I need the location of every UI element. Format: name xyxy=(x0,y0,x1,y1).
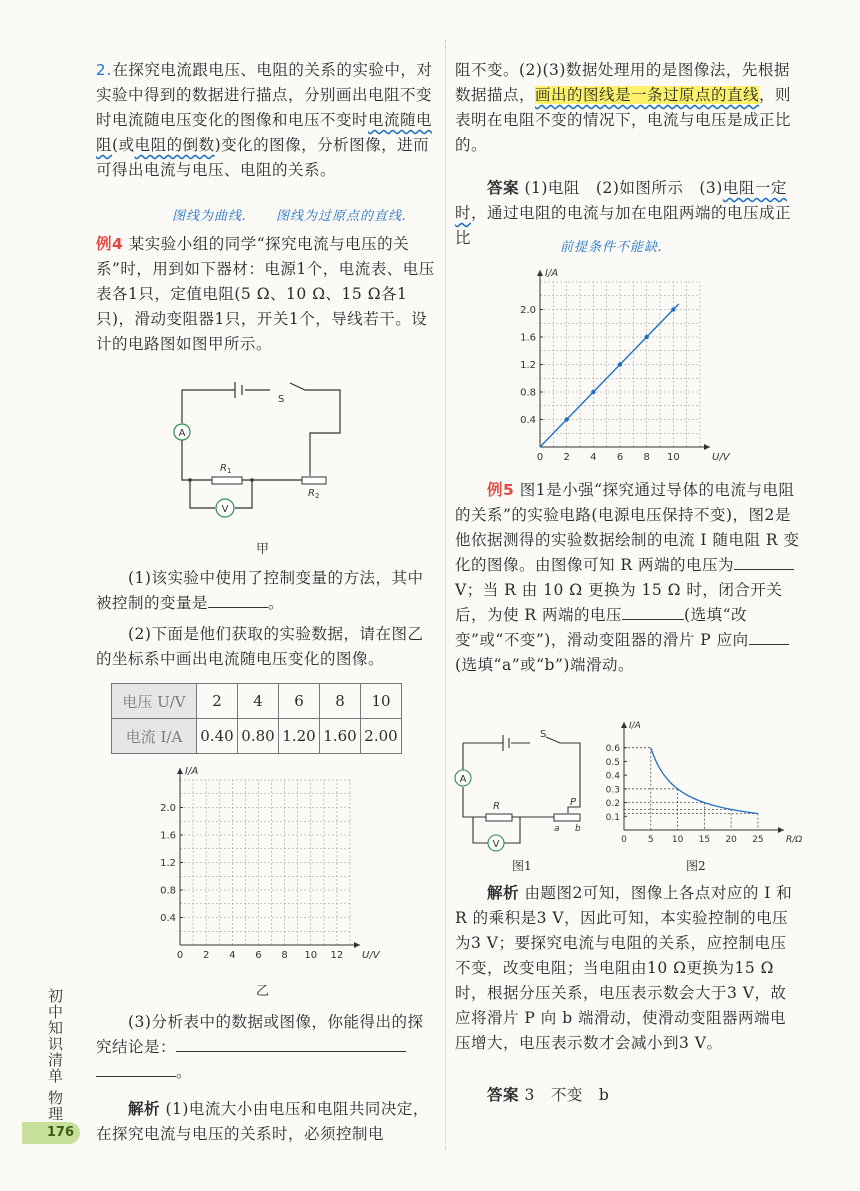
svg-text:A: A xyxy=(459,774,467,785)
ex4-question-3: (3)分析表中的数据或图像，你能得出的探究结论是： 。 xyxy=(96,1013,424,1081)
data-point xyxy=(591,390,595,394)
y-tick-label: 0.4 xyxy=(605,771,620,782)
ex4-analysis-cont: 阻不变。(2)(3)数据处理用的是图像法，先根据数据描点，画出的图线是一条过原点的直线，则表明在电阻不变的情况下，电流与电压是成正比的。 xyxy=(455,61,792,154)
svg-text:R: R xyxy=(308,488,315,499)
svg-text:2: 2 xyxy=(315,492,320,500)
y-tick-label: 0.3 xyxy=(605,785,620,796)
x-axis-arrow xyxy=(704,444,710,450)
x-tick-label: 4 xyxy=(229,950,236,961)
y-axis-arrow xyxy=(177,768,183,774)
y-tick-label: 0.5 xyxy=(605,757,620,768)
figure-2-caption: 图2 xyxy=(686,859,706,873)
y-tick-label: 1.2 xyxy=(160,858,176,869)
circuit-figure-1 xyxy=(448,725,598,855)
switch-label: S xyxy=(278,394,285,405)
ex4-question-1: (1)该实验中使用了控制变量的方法，其中被控制的变量是 。 xyxy=(96,569,424,612)
y-tick-label: 2.0 xyxy=(520,305,536,316)
x-tick-label: 4 xyxy=(590,452,597,463)
example-4-intro: 例4 某实验小组的同学“探究电流与电压的关系”时，用到如下器材：电源1个，电流表、电压表各1只，定值电阻(5 Ω、10 Ω、15 Ω各1只)，滑动变阻器1只，开关1个，导线若干。设计的电路图如图甲所示。 xyxy=(96,235,435,353)
x-axis-label: U/V xyxy=(362,950,380,961)
data-point xyxy=(618,362,622,366)
figure-1-caption: 图1 xyxy=(512,859,532,873)
circuit-diagram-jia xyxy=(160,378,360,548)
svg-text:1: 1 xyxy=(227,467,232,475)
analysis-label: 解析 xyxy=(128,1100,161,1118)
data-table: 电压 U/V 2 4 6 8 10 电流 I/A 0.40 0.80 1.20 1.60 2.00 xyxy=(111,683,402,754)
x-axis-arrow xyxy=(778,827,784,833)
handwritten-note-curve: 图线为曲线. xyxy=(172,209,248,224)
x-tick-label: 20 xyxy=(725,835,737,845)
sidebar-book-title: 初中知识清单 物理 xyxy=(46,988,64,1122)
x-axis-arrow xyxy=(354,942,360,948)
y-tick-label: 0.6 xyxy=(605,744,620,755)
ex4-question-2: (2)下面是他们获取的实验数据，请在图乙的坐标系中画出电流随电压变化的图像。 xyxy=(96,625,424,668)
table-header-current: 电流 I/A xyxy=(112,719,197,754)
x-tick-label: 2 xyxy=(563,452,570,463)
ex5-answer: 答案 3 不变 b xyxy=(487,1086,610,1104)
data-point xyxy=(671,307,675,311)
ex5-analysis: 解析 由题图2可知，图像上各点对应的 I 和 R 的乘积是3 V，因此可知，本实验控制的电压为3 V；要探究电流与电阻的关系，应控制电压不变，改变电阻；当电阻由10 Ω更换为15 Ω时，根据分压关系，电压表示数会大于3 V，故应将滑片 P 向 b 端滑动，使滑动变阻器两端电压增大，电压表示数才会减小到3 V。 xyxy=(455,884,793,1052)
graph-caption-yi: 乙 xyxy=(256,984,270,999)
answer-blank[interactable] xyxy=(208,607,268,608)
x-tick-label: 12 xyxy=(330,950,344,961)
y-tick-label: 1.2 xyxy=(520,360,536,371)
x-axis-label: U/V xyxy=(712,452,730,463)
y-axis-label: I/A xyxy=(629,721,641,731)
x-tick-label: 10 xyxy=(666,452,680,463)
ex4-analysis: 解析 (1)电流大小由电压和电阻共同决定，在探究电流与电压的关系时，必须控制电 xyxy=(96,1100,429,1143)
x-tick-label: 8 xyxy=(643,452,650,463)
x-tick-label: 10 xyxy=(304,950,318,961)
y-tick-label: 0.1 xyxy=(605,812,620,823)
y-tick-label: 0.8 xyxy=(520,387,536,399)
ammeter-label: A xyxy=(178,428,186,439)
y-tick-label: 0.4 xyxy=(160,913,176,924)
y-tick-label: 2.0 xyxy=(160,803,176,814)
x-tick-label: 8 xyxy=(281,950,288,961)
table-header-voltage: 电压 U/V xyxy=(112,684,197,719)
svg-text:R: R xyxy=(220,463,227,474)
svg-text:P: P xyxy=(570,797,577,808)
x-tick-label: 0 xyxy=(536,452,544,463)
y-tick-label: 1.6 xyxy=(160,830,176,842)
example-4-label: 例4 xyxy=(96,235,124,253)
handwritten-note-line: 图线为过原点的直线. xyxy=(276,209,408,224)
data-line xyxy=(540,304,679,447)
x-tick-label: 6 xyxy=(255,950,262,961)
y-tick-label: 1.6 xyxy=(520,332,536,344)
x-tick-label: 5 xyxy=(647,835,654,845)
example-5-label: 例5 xyxy=(487,481,515,499)
answer-label: 答案 xyxy=(487,179,520,197)
y-tick-label: 0.4 xyxy=(520,415,536,426)
empty-grid-chart xyxy=(140,760,380,970)
y-axis-label: I/A xyxy=(545,268,559,279)
data-point xyxy=(564,417,568,421)
example-5-intro: 例5 图1是小强“探究通过导体的电流与电阻的关系”的实验电路(电源电压保持不变)，图2是他依据测得的实验数据绘制的电流 I 随电阻 R 变化的图像。由图像可知 R 两端的电压为V；当 R 由 10 Ω 更换为 15 Ω 时，闭合开关后，为使 R 两端的电压 (选填“改变”或“不变”)，滑动变阻器的滑片 P 应向(选填“a”或“b”)端滑动。 xyxy=(455,481,800,674)
data-point xyxy=(644,335,648,339)
question-2: 2.在探究电流跟电压、电阻的关系的实验中，对实验中得到的数据进行描点，分别画出电阻不变时电流随电压变化的图像和电压不变时电流随电阻(或电阻的倒数)变化的图像，分析图像，进而可得出电流与电压、电阻的关系。 xyxy=(96,61,433,179)
page-number: 176 xyxy=(22,1122,80,1144)
x-tick-label: 25 xyxy=(752,835,764,845)
svg-text:V: V xyxy=(492,839,500,850)
y-tick-label: 0.8 xyxy=(160,885,176,897)
x-tick-label: 0 xyxy=(176,950,184,961)
x-axis-label: R/Ω xyxy=(786,835,803,845)
handwritten-note-condition: 前提条件不能缺. xyxy=(560,240,664,255)
question-number: 2. xyxy=(96,61,113,79)
voltmeter-label: V xyxy=(221,504,229,515)
y-axis-arrow xyxy=(537,270,543,276)
ex4-answer: 答案 (1)电阻 (2)如图所示 (3)电阻一定时，通过电阻的电流与加在电阻两端的电压成正比 xyxy=(455,179,792,247)
svg-text:S: S xyxy=(540,729,547,740)
y-tick-label: 0.2 xyxy=(605,799,620,810)
svg-text:R: R xyxy=(493,801,500,812)
circuit-caption-jia: 甲 xyxy=(256,542,270,557)
svg-text:a: a xyxy=(554,824,560,834)
svg-text:b: b xyxy=(575,824,581,834)
y-axis-arrow xyxy=(621,722,627,728)
highlight-text: 画出的图线是一条过原点的直线 xyxy=(535,86,760,104)
x-tick-label: 2 xyxy=(202,950,210,961)
answer-line-chart xyxy=(510,262,730,472)
conclusion-blank[interactable] xyxy=(176,1051,406,1052)
x-tick-label: 10 xyxy=(671,835,684,845)
x-tick-label: 15 xyxy=(698,835,711,845)
x-tick-label: 6 xyxy=(616,452,624,463)
y-axis-label: I/A xyxy=(185,766,199,777)
x-tick-label: 0 xyxy=(621,835,627,845)
column-divider xyxy=(445,40,446,1150)
figure-2-chart xyxy=(598,715,803,855)
